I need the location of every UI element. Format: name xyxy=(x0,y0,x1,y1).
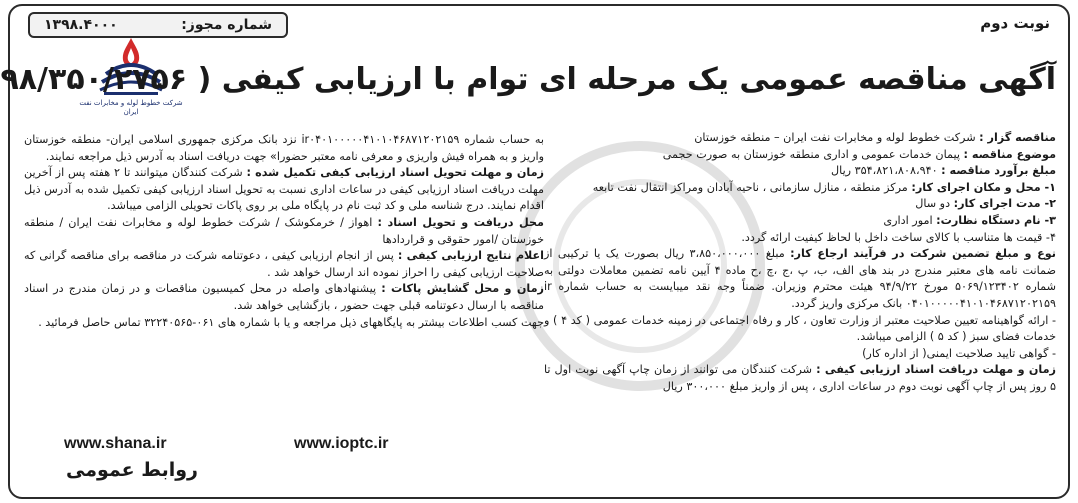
tender-subject: موضوع مناقصه : پیمان خدمات عمومی و اداری منطقه خوزستان به صورت حجمی xyxy=(662,147,1056,161)
tender-estimate: مبلغ برآورد مناقصه : ۳۵۴،۸۲۱،۸۰۸،۹۴۰ ریال xyxy=(831,164,1056,178)
work-duration: ۲- مدت اجرای کار: دو سال xyxy=(915,197,1056,211)
shana-link[interactable]: www.shana.ir xyxy=(64,435,167,452)
tender-organizer: مناقصه گزار : شرکت خطوط لوله و مخابرات نفت ایران – منطقه خوزستان xyxy=(694,131,1056,144)
left-column xyxy=(24,132,544,331)
guarantee: نوع و مبلغ تضمین شرکت در فرآیند ارجاع کار: مبلغ ۳،۸۵۰،۰۰۰،۰۰۰ ریال بصورت یک یا ترکیبی از ضمانت نامه های معتبر مندرج در بند های الف، ب، پ ،ج ،چ ،ح ماده ۴ آیین نامه تضمین معاملات دولتی به شماره ۵۰۶۹/۱۲۳۴۰۲ مورخ ۹۴/۹/۲۲ هیئت محترم وزیران. ضمناً وجه نقد میبایست به حساب شماره ir ۰۴۰۱۰۰۰۰۰۴۱۰۱۰۴۶۸۷۱۲۰۲۱۵۹ بانک مرکزی واریز گردد. xyxy=(544,247,1056,310)
document-receipt-time: زمان و مهلت دریافت اسناد ارزیابی کیفی : شرکت کنندگان می توانند از زمان چاپ آگهی نوبت اول تا ۵ روز پس از چاپ آگهی نوبت دوم در ساعات اداری ، پس از واریز مبلغ ۳۰۰،۰۰۰ ریال xyxy=(544,363,1056,393)
announcement-frame xyxy=(0,4,1070,499)
right-column xyxy=(544,130,1056,396)
permit-label: شماره مجوز: xyxy=(181,17,272,33)
public-relations-signature: روابط عمومی xyxy=(66,459,198,481)
safety-certificate: - گواهی تایید صلاحیت ایمنی( از اداره کار) xyxy=(862,346,1056,360)
logo-caption: شرکت خطوط لوله و مخابرات نفت ایران xyxy=(79,99,183,116)
work-location: ۱- محل و مکان اجرای کار: مرکز منطقه ، منازل سازمانی ، ناحیه آبادان ومراکز انتقال نفت تابعه xyxy=(592,180,1056,194)
bank-account-info: به حساب شماره ir۰۴۰۱۰۰۰۰۰۴۱۰۱۰۴۶۸۷۱۲۰۲۱۵۹ نزد بانک مرکزی جمهوری اسلامی ایران- منطقه خوزستان واریز و به همراه فیش واریزی و معرفی نامه معتبر حضورا» جهت دریافت اسناد به آدرس ذیل مراجعه نمایند. xyxy=(24,133,544,163)
contact-info: جهت کسب اطلاعات بیشتر به پایگاههای ذیل مراجعه و یا با شماره های ۰۶۱-۳۲۲۴۰۵۶۵ تماس حاصل فرمائید . xyxy=(38,315,544,329)
footer xyxy=(24,435,544,485)
ioptc-link[interactable]: www.ioptc.ir xyxy=(294,435,389,452)
certificate-requirement: - ارائه گواهینامه تعیین صلاحیت معتبر از وزارت تعاون ، کار و رفاه اجتماعی در زمینه خدمات عمومی ( کد ۴ ) و خدمات فضای سبز ( کد ۵ ) الزامی میباشد. xyxy=(544,313,1056,344)
page-title: آگهی مناقصه عمومی یک مرحله ای توام با ارزیابی کیفی ( ۹۸/۳۵۰/۲۷۵۶ xyxy=(0,62,1056,97)
qualification-results: اعلام نتایج ارزیابی کیفی : پس از انجام ارزیابی کیفی ، دعوتنامه شرکت در مناقصه برای مناقصه گرانی که صلاحیت ارزیابی کیفی را احراز نموده اند ارسال خواهد شد . xyxy=(24,249,544,279)
supervisor: ۳- نام دستگاه نظارت: امور اداری xyxy=(883,213,1056,227)
qualification-delivery-time: زمان و مهلت تحویل اسناد ارزیابی کیفی تکمیل شده : شرکت کنندگان میتوانند تا ۲ هفته پس از آخرین مهلت دریافت اسناد ارزیابی کیفی در ساعات اداری نسبت به تحویل اسناد ارزیابی کیفی تکمیل شده به آدرس ذیل اقدام نمایند. درج شناسه ملی و کد ثبت نام در پایگاه ملی بر روی پاکات تحویلی الزامی میباشد. xyxy=(24,166,544,213)
permit-number: ۱۳۹۸.۴۰۰۰ xyxy=(44,17,118,33)
price-note: ۴- قیمت ها متناسب با کالای ساخت داخل با لحاظ کیفیت ارائه گردد. xyxy=(741,230,1056,244)
round-label: نوبت دوم xyxy=(980,14,1050,32)
envelope-opening: زمان و محل گشایش پاکات : پیشنهادهای واصله در محل کمیسیون مناقصات و در زمان مندرج در اسناد مناقصه با ارسال دعوتنامه قبلی جهت حضور ، بازگشایی خواهد شد. xyxy=(24,282,545,312)
document-place: محل دریافت و تحویل اسناد : اهواز / خرمکوشک / شرکت خطوط لوله و مخابرات نفت ایران / منطقه خوزستان /امور حقوقی و قراردادها xyxy=(24,215,544,246)
